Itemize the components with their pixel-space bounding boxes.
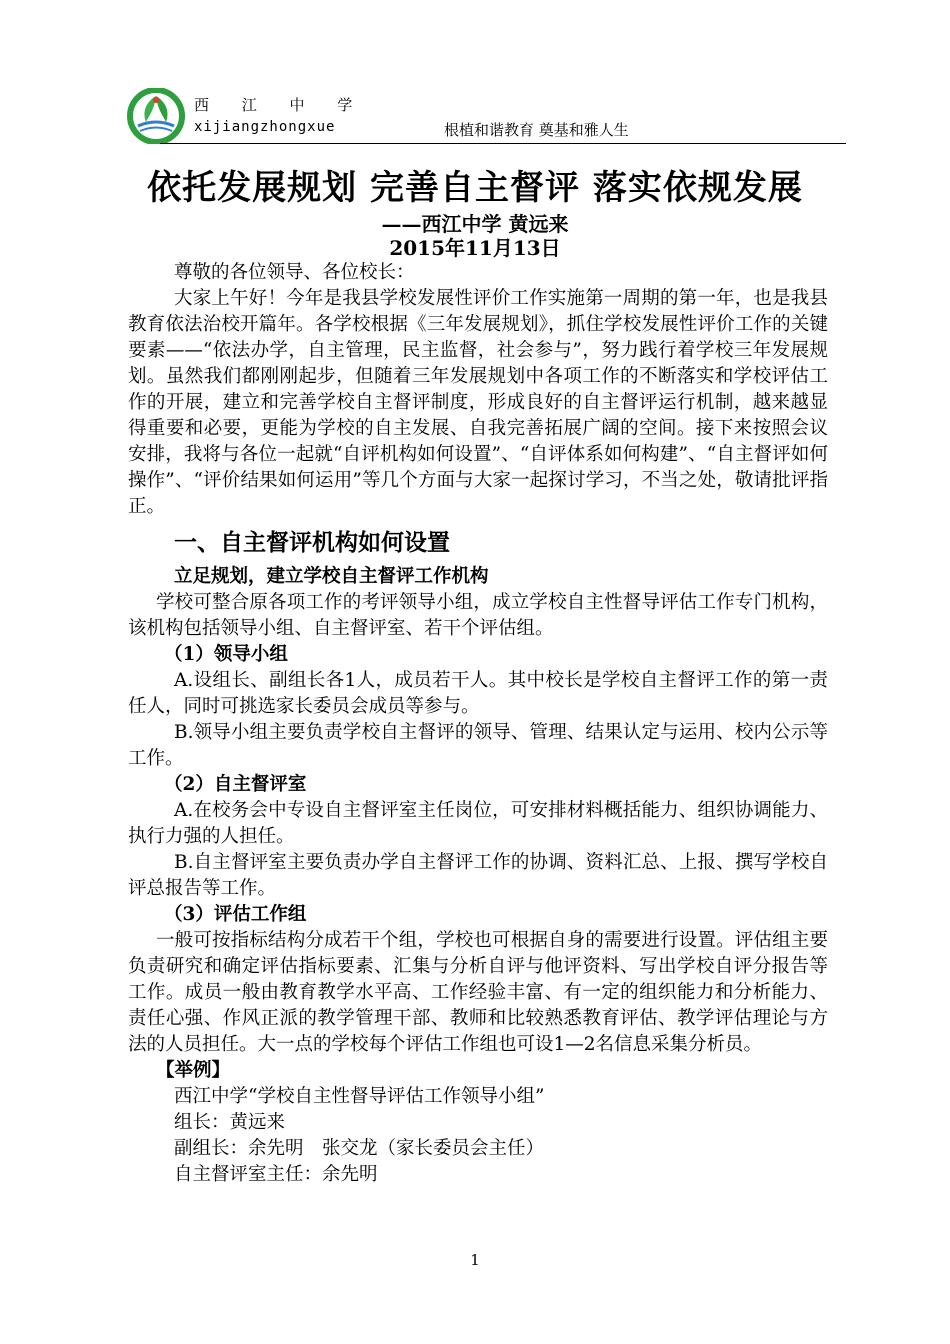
- intro-paragraph: 大家上午好！今年是我县学校发展性评价工作实施第一周期的第一年，也是我县教育依法治校开篇年。各学校根据《三年发展规划》，抓住学校发展性评价工作的关键要素——“依法办学，自主管理，民主监督，社会参与”，努力践行着学校三年发展规划。虽然我们都刚刚起步，但随着三年发展规划中各项工作的不断落实和学校评估工作的开展，建立和完善学校自主督评制度，形成良好的自主督评运行机制，越来越显得重要和必要，更能为学校的自主发展、自我完善拓展广阔的空间。接下来按照会议安排，我将与各位一起就“自评机构如何设置”、“自评体系如何构建”、“自主督评如何操作”、“评价结果如何运用”等几个方面与大家一起探讨学习，不当之处，敬请批评指正。: [128, 288, 828, 517]
- document-date: 2015年11月13日: [389, 236, 561, 260]
- page-number: 1: [470, 1251, 480, 1269]
- document-body: [128, 260, 828, 1188]
- item-heading-leadership: （1）领导小组: [164, 644, 288, 665]
- item-heading-working-group: （3）评估工作组: [164, 904, 307, 925]
- item-paragraph: A.设组长、副组长各1人，成员若干人。其中校长是学校自主督评工作的第一责任人，同时可挑选家长委员会成员等参与。: [128, 670, 828, 717]
- example-heading: 【举例】: [156, 1060, 231, 1081]
- item-paragraph: B.自主督评室主要负责办学自主督评工作的协调、资料汇总、上报、撰写学校自评总报告等工作。: [128, 852, 828, 899]
- example-line: 西江中学“学校自主性督导评估工作领导小组”: [174, 1086, 545, 1107]
- example-line: 副组长：余先明 张交龙（家长委员会主任）: [174, 1138, 545, 1159]
- school-motto: 根植和谐教育 奠基和雅人生: [444, 121, 629, 139]
- item-paragraph: A.在校务会中专设自主督评室主任岗位，可安排材料概括能力、组织协调能力、执行力强的人担任。: [128, 800, 828, 847]
- school-name-cn: 西 江 中 学: [194, 96, 367, 114]
- school-emblem-icon: [126, 88, 186, 144]
- document-author: ——西江中学 黄远来: [381, 212, 569, 236]
- header-divider: [160, 143, 846, 144]
- item-paragraph: 一般可按指标结构分成若干个组，学校也可根据自身的需要进行设置。评估组主要负责研究和确定评估指标要素、汇集与分析自评与他评资料、写出学校自评分报告等工作。成员一般由教育教学水平高、工作经验丰富、有一定的组织能力和分析能力、责任心强、作风正派的教学管理干部、教师和比较熟悉教育评估、教学评估理论与方法的人员担任。大一点的学校每个评估工作组也可设1—2名信息采集分析员。: [128, 930, 828, 1055]
- page-header: [126, 86, 846, 146]
- section-heading: 一、自主督评机构如何设置: [174, 530, 450, 556]
- example-line: 自主督评室主任：余先明: [174, 1164, 378, 1185]
- item-paragraph: B.领导小组主要负责学校自主督评的领导、管理、结果认定与运用、校内公示等工作。: [128, 722, 828, 769]
- example-line: 组长：黄远来: [174, 1112, 286, 1133]
- document-title: 依托发展规划 完善自主督评 落实依规发展: [147, 168, 803, 208]
- item-heading-office: （2）自主督评室: [164, 774, 307, 795]
- greeting: 尊敬的各位领导、各位校长：: [174, 262, 415, 283]
- section-paragraph: 学校可整合原各项工作的考评领导小组，成立学校自主性督导评估工作专门机构，该机构包括领导小组、自主督评室、若干个评估组。: [128, 592, 828, 639]
- school-name-en: xijiangzhongxue: [194, 119, 336, 135]
- subsection-heading: 立足规划，建立学校自主督评工作机构: [174, 566, 489, 587]
